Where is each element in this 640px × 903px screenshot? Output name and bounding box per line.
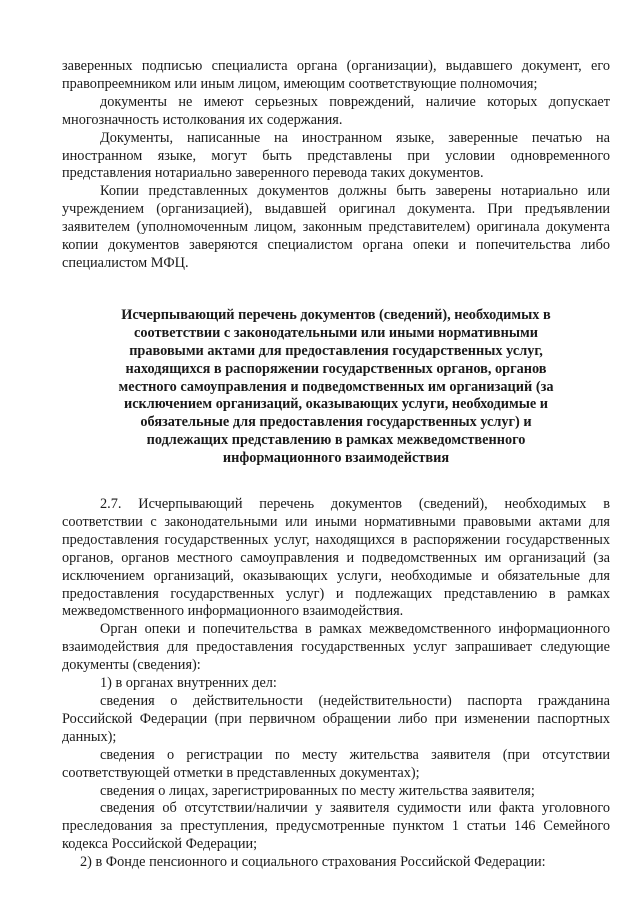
list-item-criminal-record: сведения об отсутствии/наличии у заявителя судимости или факта уголовного преследования за преступления, предусмотренные пунктом 1 статьи 146 Семейного кодекса Российской Федерации; bbox=[62, 800, 610, 853]
spacer bbox=[62, 468, 610, 496]
list-item-passport-validity: сведения о действительности (недействительности) паспорта гражданина Российской Федерации (при первичном обращении либо при изменении паспортных данных); bbox=[62, 693, 610, 745]
list-item-internal-affairs: 1) в органах внутренних дел: bbox=[100, 675, 277, 692]
paragraph-2-7: 2.7. Исчерпывающий перечень документов (сведений), необходимых в соответствии с законодательными или иными нормативными правовыми актами для предоставления государственных услуг, находящихся в распоряжении государственных органов, органов местного самоуправления и подведомственных им организаций (за исключением организаций, оказывающих услуги, необходимые и обязательные для предоставления государственных услуг) и подлежащих представлению в рамках межведомственного информационного взаимодействия. bbox=[62, 496, 610, 620]
paragraph-copies-certified: Копии представленных документов должны быть заверены нотариально или учреждением (организацией), выдавшей оригинал документа. При предъявлении заявителем (уполномоченным лицом, законным представителем) оригинала документа копии документов заверяются специалистом органа опеки и попечительства либо специалистом МФЦ. bbox=[62, 183, 610, 271]
document-page bbox=[62, 58, 610, 872]
section-title: Исчерпывающий перечень документов (сведений), необходимых в соответствии с законодательными или иными нормативными правовыми актами для предоставления государственных услуг, находящихся в распоряжении государственных органов, органов местного самоуправления и подведомственных им организаций (за исключением организаций, оказывающих услуги, необходимые и обязательные для предоставления государственных услуг) и подлежащих представлению в рамках межведомственного информационного взаимодействия bbox=[118, 306, 554, 467]
list-item-registration: сведения о регистрации по месту жительства заявителя (при отсутствии соответствующей отметки в представленных документах); bbox=[62, 746, 610, 781]
paragraph-certified-signature: заверенных подписью специалиста органа (организации), выдавшего документ, его правопреемником или иным лицом, имеющим соответствующие полномочия; bbox=[62, 58, 610, 92]
paragraph-guardianship-requests: Орган опеки и попечительства в рамках межведомственного информационного взаимодействия для предоставления государственных услуг запрашивает следующие документы (сведения): bbox=[62, 621, 610, 674]
paragraph-foreign-language: Документы, написанные на иностранном языке, заверенные печатью на иностранном языке, могут быть представлены при условии одновременного представления нотариально заверенного перевода таких документов. bbox=[62, 129, 610, 182]
paragraph-no-damage: документы не имеют серьезных повреждений, наличие которых допускает многозначность истолкования их содержания. bbox=[62, 93, 610, 128]
list-item-registered-persons: сведения о лицах, зарегистрированных по месту жительства заявителя; bbox=[100, 782, 535, 799]
list-item-pension-fund: 2) в Фонде пенсионного и социального страхования Российской Федерации: bbox=[80, 854, 546, 871]
